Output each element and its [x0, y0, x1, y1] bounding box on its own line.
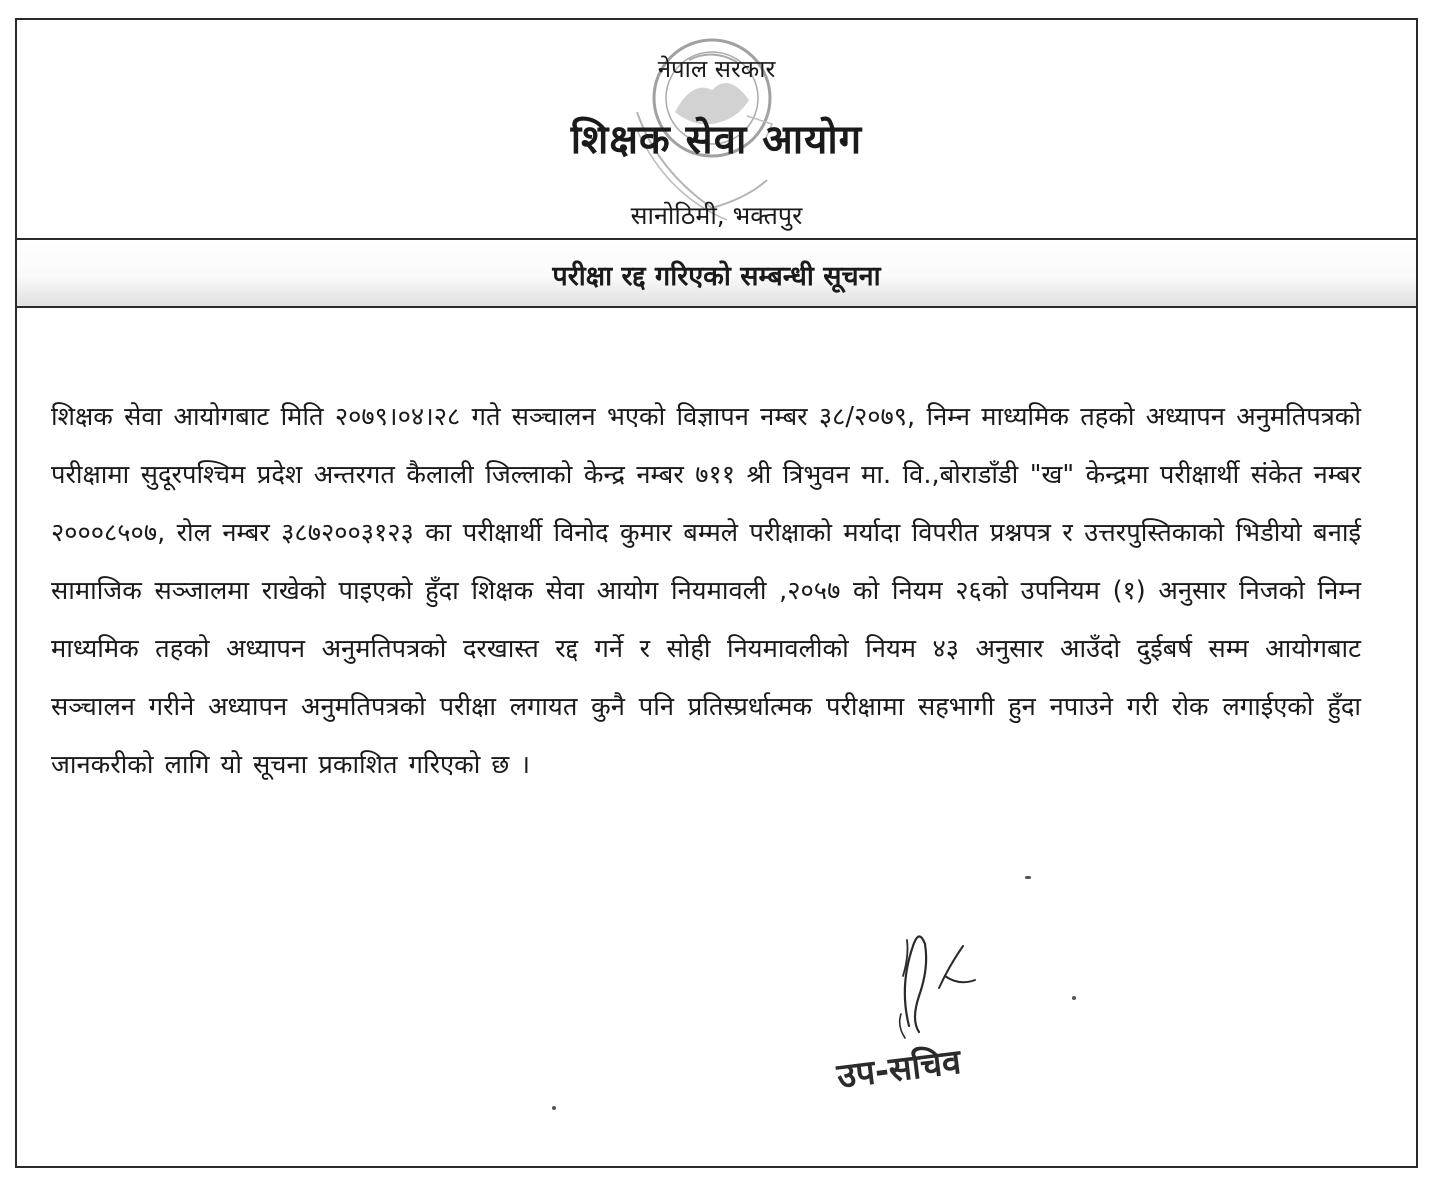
- organization-address: सानोठिमी, भक्तपुर: [630, 201, 803, 230]
- government-name: नेपाल सरकार: [657, 55, 776, 83]
- signatory-designation: उप-सचिव: [834, 1041, 964, 1097]
- handwritten-signature: [879, 916, 999, 1046]
- subject-banner: [17, 238, 1416, 308]
- scan-speck: [552, 1106, 556, 1110]
- scan-speck: [1072, 996, 1076, 1000]
- organization-name: शिक्षक सेवा आयोग: [570, 117, 863, 163]
- notice-body: शिक्षक सेवा आयोगबाट मिति २०७९।०४।२८ गते सञ्चालन भएको विज्ञापन नम्बर ३८/२०७९, निम्न माध्यमिक तहको अध्यापन अनुमतिपत्रको परीक्षामा सुदूरपश्चिम प्रदेश अन्तरगत कैलाली जिल्लाको केन्द्र नम्बर ७११ श्री त्रिभुवन मा. वि.,बोराडाँडी "ख" केन्द्रमा परीक्षार्थी संकेत नम्बर २०००८५०७, रोल नम्बर ३८७२००३१२३ का परीक्षार्थी विनोद कुमार बम्मले परीक्षाको मर्यादा विपरीत प्रश्नपत्र र उत्तरपुस्तिकाको भिडीयो बनाई सामाजिक सञ्जालमा राखेको पाइएको हुँदा शिक्षक सेवा आयोग नियमावली ,२०५७ को नियम २६को उपनियम (१) अनुसार निजको निम्न माध्यमिक तहको अध्यापन अनुमतिपत्रको दरखास्त रद्द गर्ने र सोही नियमावलीको नियम ४३ अनुसार आउँदो दुईबर्ष सम्म आयोगबाट सञ्चालन गरीने अध्यापन अनुमतिपत्रको परीक्षा लगायत कुनै पनि प्रतिस्प्रर्धात्मक परीक्षामा सहभागी हुन नपाउने गरी रोक लगाईएको हुँदा जानकरीको लागि यो सूचना प्रकाशित गरिएको छ ।: [51, 402, 1361, 780]
- notice-frame: [15, 18, 1418, 1168]
- notice-subject: परीक्षा रद्द गरिएको सम्बन्धी सूचना: [552, 261, 881, 292]
- scan-speck: [1025, 876, 1031, 879]
- letterhead: [17, 20, 1416, 240]
